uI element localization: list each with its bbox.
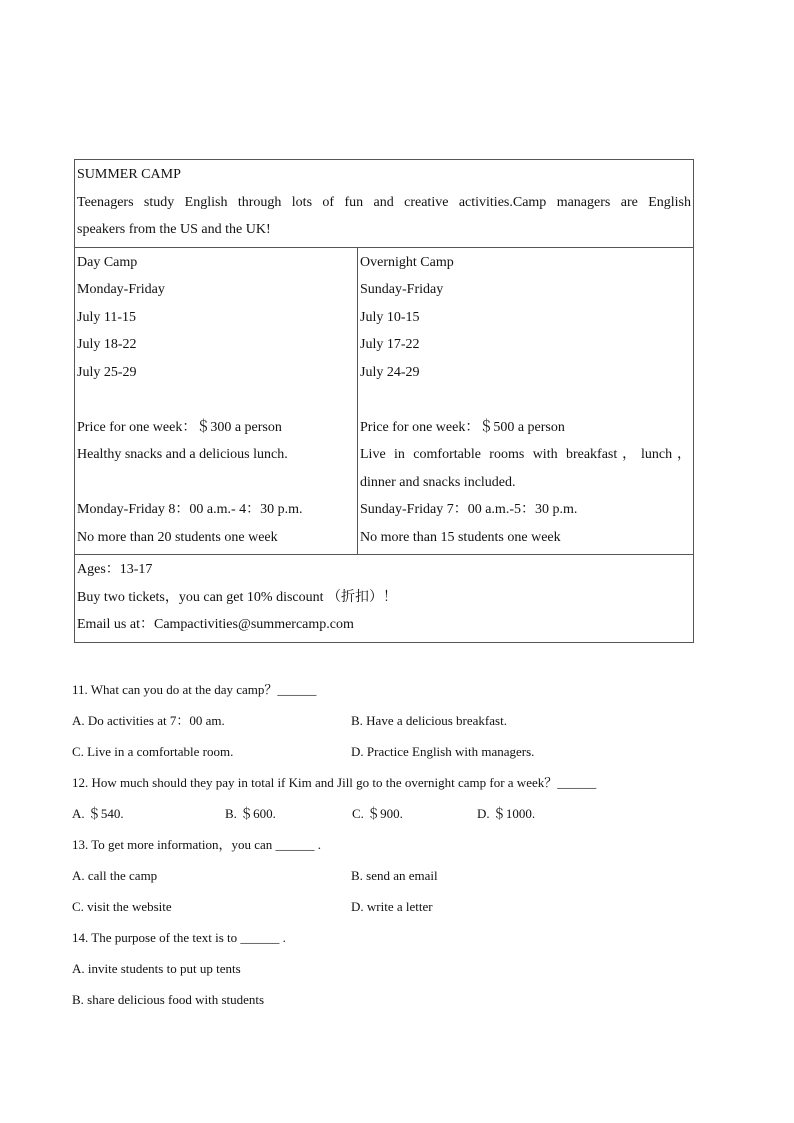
question-stem: 11. What can you do at the day camp？______ [72, 682, 317, 697]
overnight-camp-limit: No more than 15 students one week [360, 529, 561, 545]
notice-header [75, 160, 693, 247]
option-row [72, 984, 712, 1015]
notice-title: SUMMER CAMP [77, 167, 181, 182]
overnight-camp-date: July 24-29 [360, 364, 420, 380]
overnight-camp-hours: Sunday-Friday 7：00 a.m.-5：30 p.m. [360, 502, 578, 517]
camp-options [75, 247, 693, 555]
option-d: D. write a letter [351, 899, 433, 914]
overnight-camp-name: Overnight Camp [360, 254, 454, 270]
option-c: C. ＄900. [352, 806, 403, 821]
option-c: C. visit the website [72, 899, 172, 914]
overnight-camp-date: July 10-15 [360, 309, 420, 325]
day-camp-column [75, 248, 358, 555]
question-list [72, 674, 712, 1015]
option-c: C. Live in a comfortable room. [72, 744, 234, 759]
day-camp-name: Day Camp [77, 254, 138, 270]
overnight-camp-price: Price for one week：＄500 a person [360, 419, 565, 435]
option-row [72, 705, 712, 736]
option-b: B. ＄600. [225, 806, 276, 821]
option-a: A. invite students to put up tents [72, 961, 241, 976]
day-camp-limit: No more than 20 students one week [77, 529, 278, 545]
option-d: D. ＄1000. [477, 806, 536, 821]
option-row [72, 736, 712, 767]
overnight-camp-days: Sunday-Friday [360, 282, 444, 297]
day-camp-date: July 18-22 [77, 337, 137, 352]
question-stem: 12. How much should they pay in total if Kim and Jill go to the overnight camp for a week？______ [72, 775, 597, 790]
overnight-camp-meals-line1: Live in comfortable rooms with breakfast，lunch， [360, 447, 691, 462]
day-camp-meals: Healthy snacks and a delicious lunch. [77, 447, 288, 462]
question-stem: 13. To get more information，you can ______ . [72, 837, 322, 852]
notice-email: Email us at：Campactivities@summercamp.com [77, 617, 354, 632]
option-a: A. Do activities at 7：00 am. [72, 713, 225, 728]
day-camp-date: July 25-29 [77, 364, 137, 380]
overnight-camp-column [358, 248, 693, 555]
option-row [72, 860, 712, 891]
option-b: B. send an email [351, 868, 438, 883]
overnight-camp-meals-line2: dinner and snacks included. [360, 474, 516, 490]
day-camp-price: Price for one week：＄300 a person [77, 419, 282, 435]
camp-notice [74, 159, 694, 643]
option-a: A. call the camp [72, 868, 158, 883]
option-row [72, 891, 712, 922]
option-row [72, 798, 712, 829]
notice-intro-line1: Teenagers study English through lots of fun and creative activities.Camp managers are English [77, 194, 691, 210]
notice-footer [75, 554, 693, 642]
question-stem: 14. The purpose of the text is to ______ . [72, 930, 286, 945]
option-d: D. Practice English with managers. [351, 744, 535, 759]
option-a: A. ＄540. [72, 806, 124, 821]
notice-discount: Buy two tickets，you can get 10% discount （折扣）！ [77, 589, 398, 605]
notice-ages: Ages：13-17 [77, 562, 153, 577]
day-camp-days: Monday-Friday [77, 282, 165, 297]
notice-intro-line2: speakers from the US and the UK! [77, 222, 271, 237]
day-camp-date: July 11-15 [77, 309, 136, 325]
option-b: B. share delicious food with students [72, 992, 265, 1007]
option-row [72, 953, 712, 984]
overnight-camp-date: July 17-22 [360, 337, 420, 352]
day-camp-hours: Monday-Friday 8：00 a.m.- 4：30 p.m. [77, 502, 303, 517]
option-b: B. Have a delicious breakfast. [351, 713, 507, 728]
